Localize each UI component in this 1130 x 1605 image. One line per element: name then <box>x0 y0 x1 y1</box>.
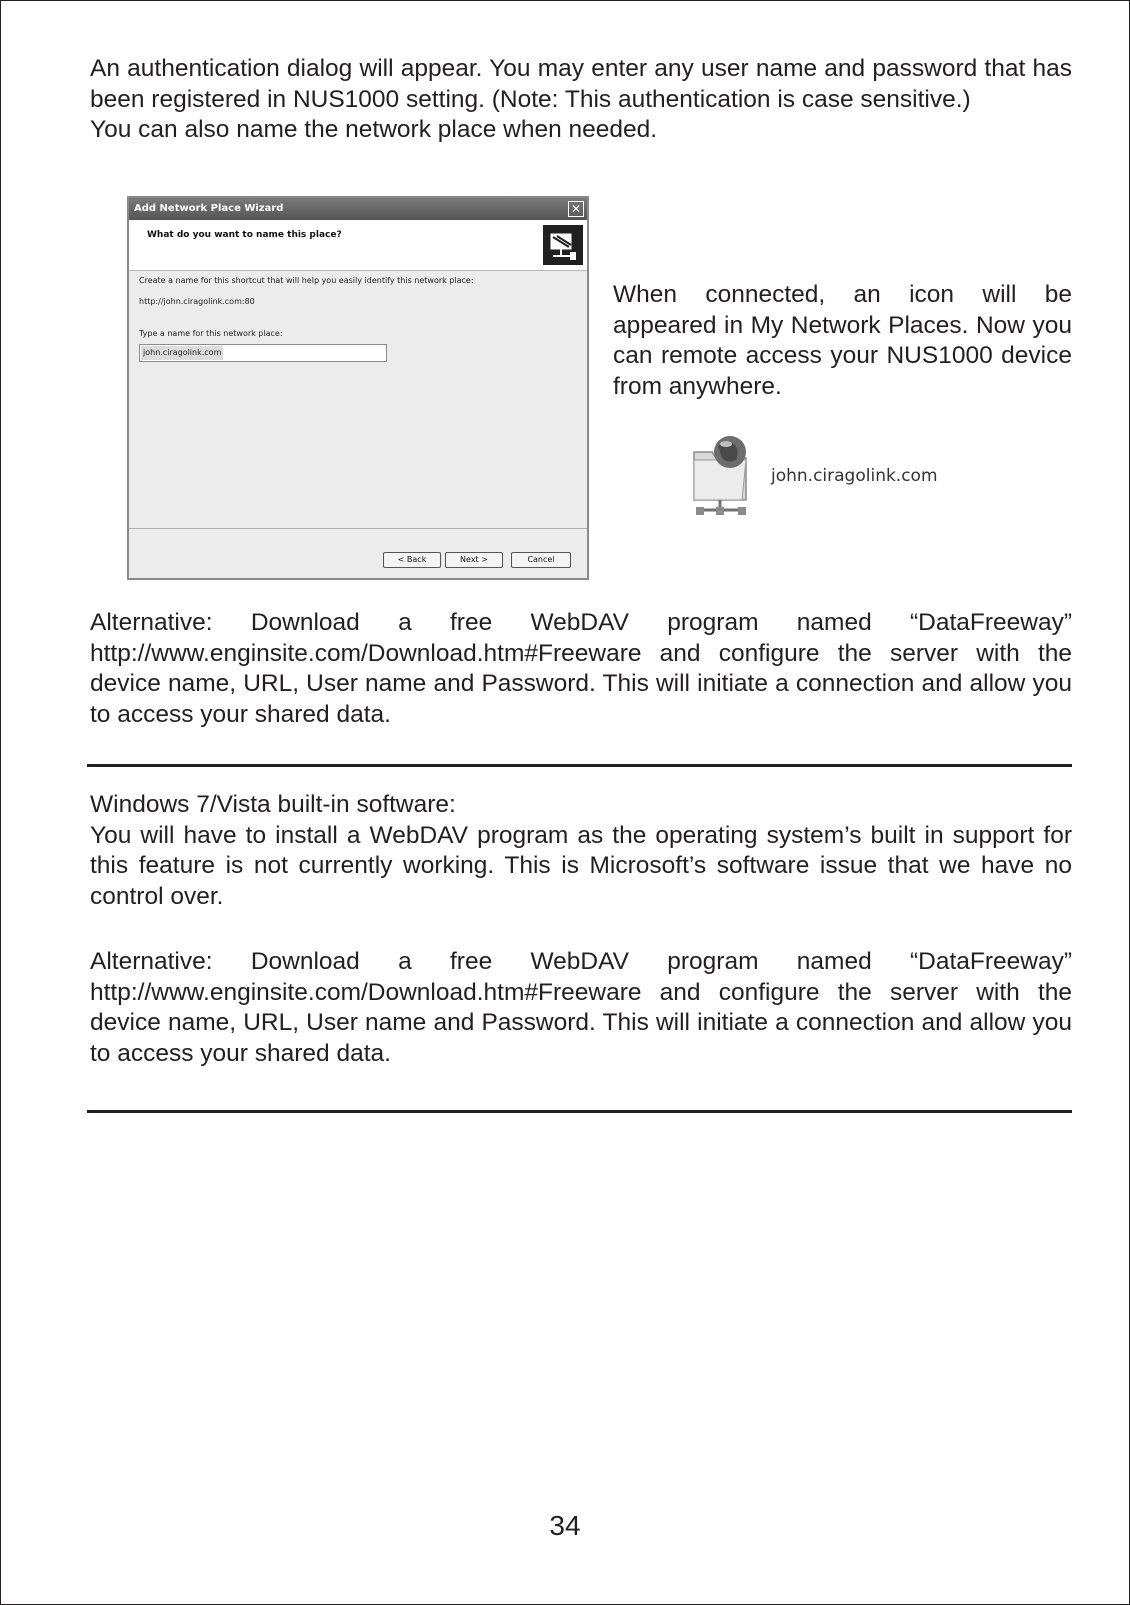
add-network-place-wizard-screenshot <box>127 196 589 580</box>
wizard-question: What do you want to name this place? <box>147 230 342 240</box>
network-place-icon[interactable] <box>688 430 758 522</box>
intro-paragraph: An authentication dialog will appear. You may enter any user name and password that has been registered in NUS1000 setting. (Note: This authentication is case sensitive.) <box>90 55 1072 113</box>
back-button[interactable]: < Back <box>383 552 441 568</box>
network-wizard-icon <box>543 225 583 265</box>
cancel-button[interactable]: Cancel <box>511 552 571 568</box>
wizard-header <box>129 220 587 271</box>
wizard-title: Add Network Place Wizard <box>129 198 587 220</box>
network-place-name-input[interactable] <box>139 344 387 362</box>
network-place-label: john.ciragolink.com <box>771 466 938 486</box>
close-icon[interactable]: ✕ <box>568 201 584 217</box>
alternative-paragraph-2: Alternative: Download a free WebDAV program named “DataFreeway” http://www.enginsite.com/Download.htm#Freeware and configure the server with the device name, URL, User name and Password. This will initiate a connection and allow you to access your shared data. <box>90 948 1072 1067</box>
wizard-name-label: Type a name for this network place: <box>139 329 283 338</box>
windows7-heading: Windows 7/Vista built-in software: <box>90 791 456 818</box>
connected-description: When connected, an icon will be appeared in My Network Places. Now you can remote access your NUS1000 device from anywhere. <box>613 281 1072 400</box>
section-divider-bottom <box>87 1110 1072 1113</box>
next-button[interactable]: Next > <box>445 552 503 568</box>
wizard-instruction: Create a name for this shortcut that will help you easily identify this network place: <box>139 276 474 285</box>
page-number: 34 <box>549 1510 581 1541</box>
windows7-section <box>90 790 1072 912</box>
intro-text <box>90 54 1072 146</box>
alternative-paragraph-1: Alternative: Download a free WebDAV program named “DataFreeway” http://www.enginsite.com/Download.htm#Freeware and configure the server with the device name, URL, User name and Password. This will initiate a connection and allow you to access your shared data. <box>90 609 1072 728</box>
network-place-name-value: john.ciragolink.com <box>141 346 223 360</box>
wizard-divider <box>129 528 587 529</box>
wizard-address: http://john.ciragolink.com:80 <box>139 297 255 306</box>
section-divider <box>87 764 1072 767</box>
intro-paragraph-2: You can also name the network place when needed. <box>90 116 658 143</box>
windows7-body: You will have to install a WebDAV program as the operating system’s built in support for this feature is not currently working. This is Microsoft’s software issue that we have no control over. <box>90 821 1072 910</box>
